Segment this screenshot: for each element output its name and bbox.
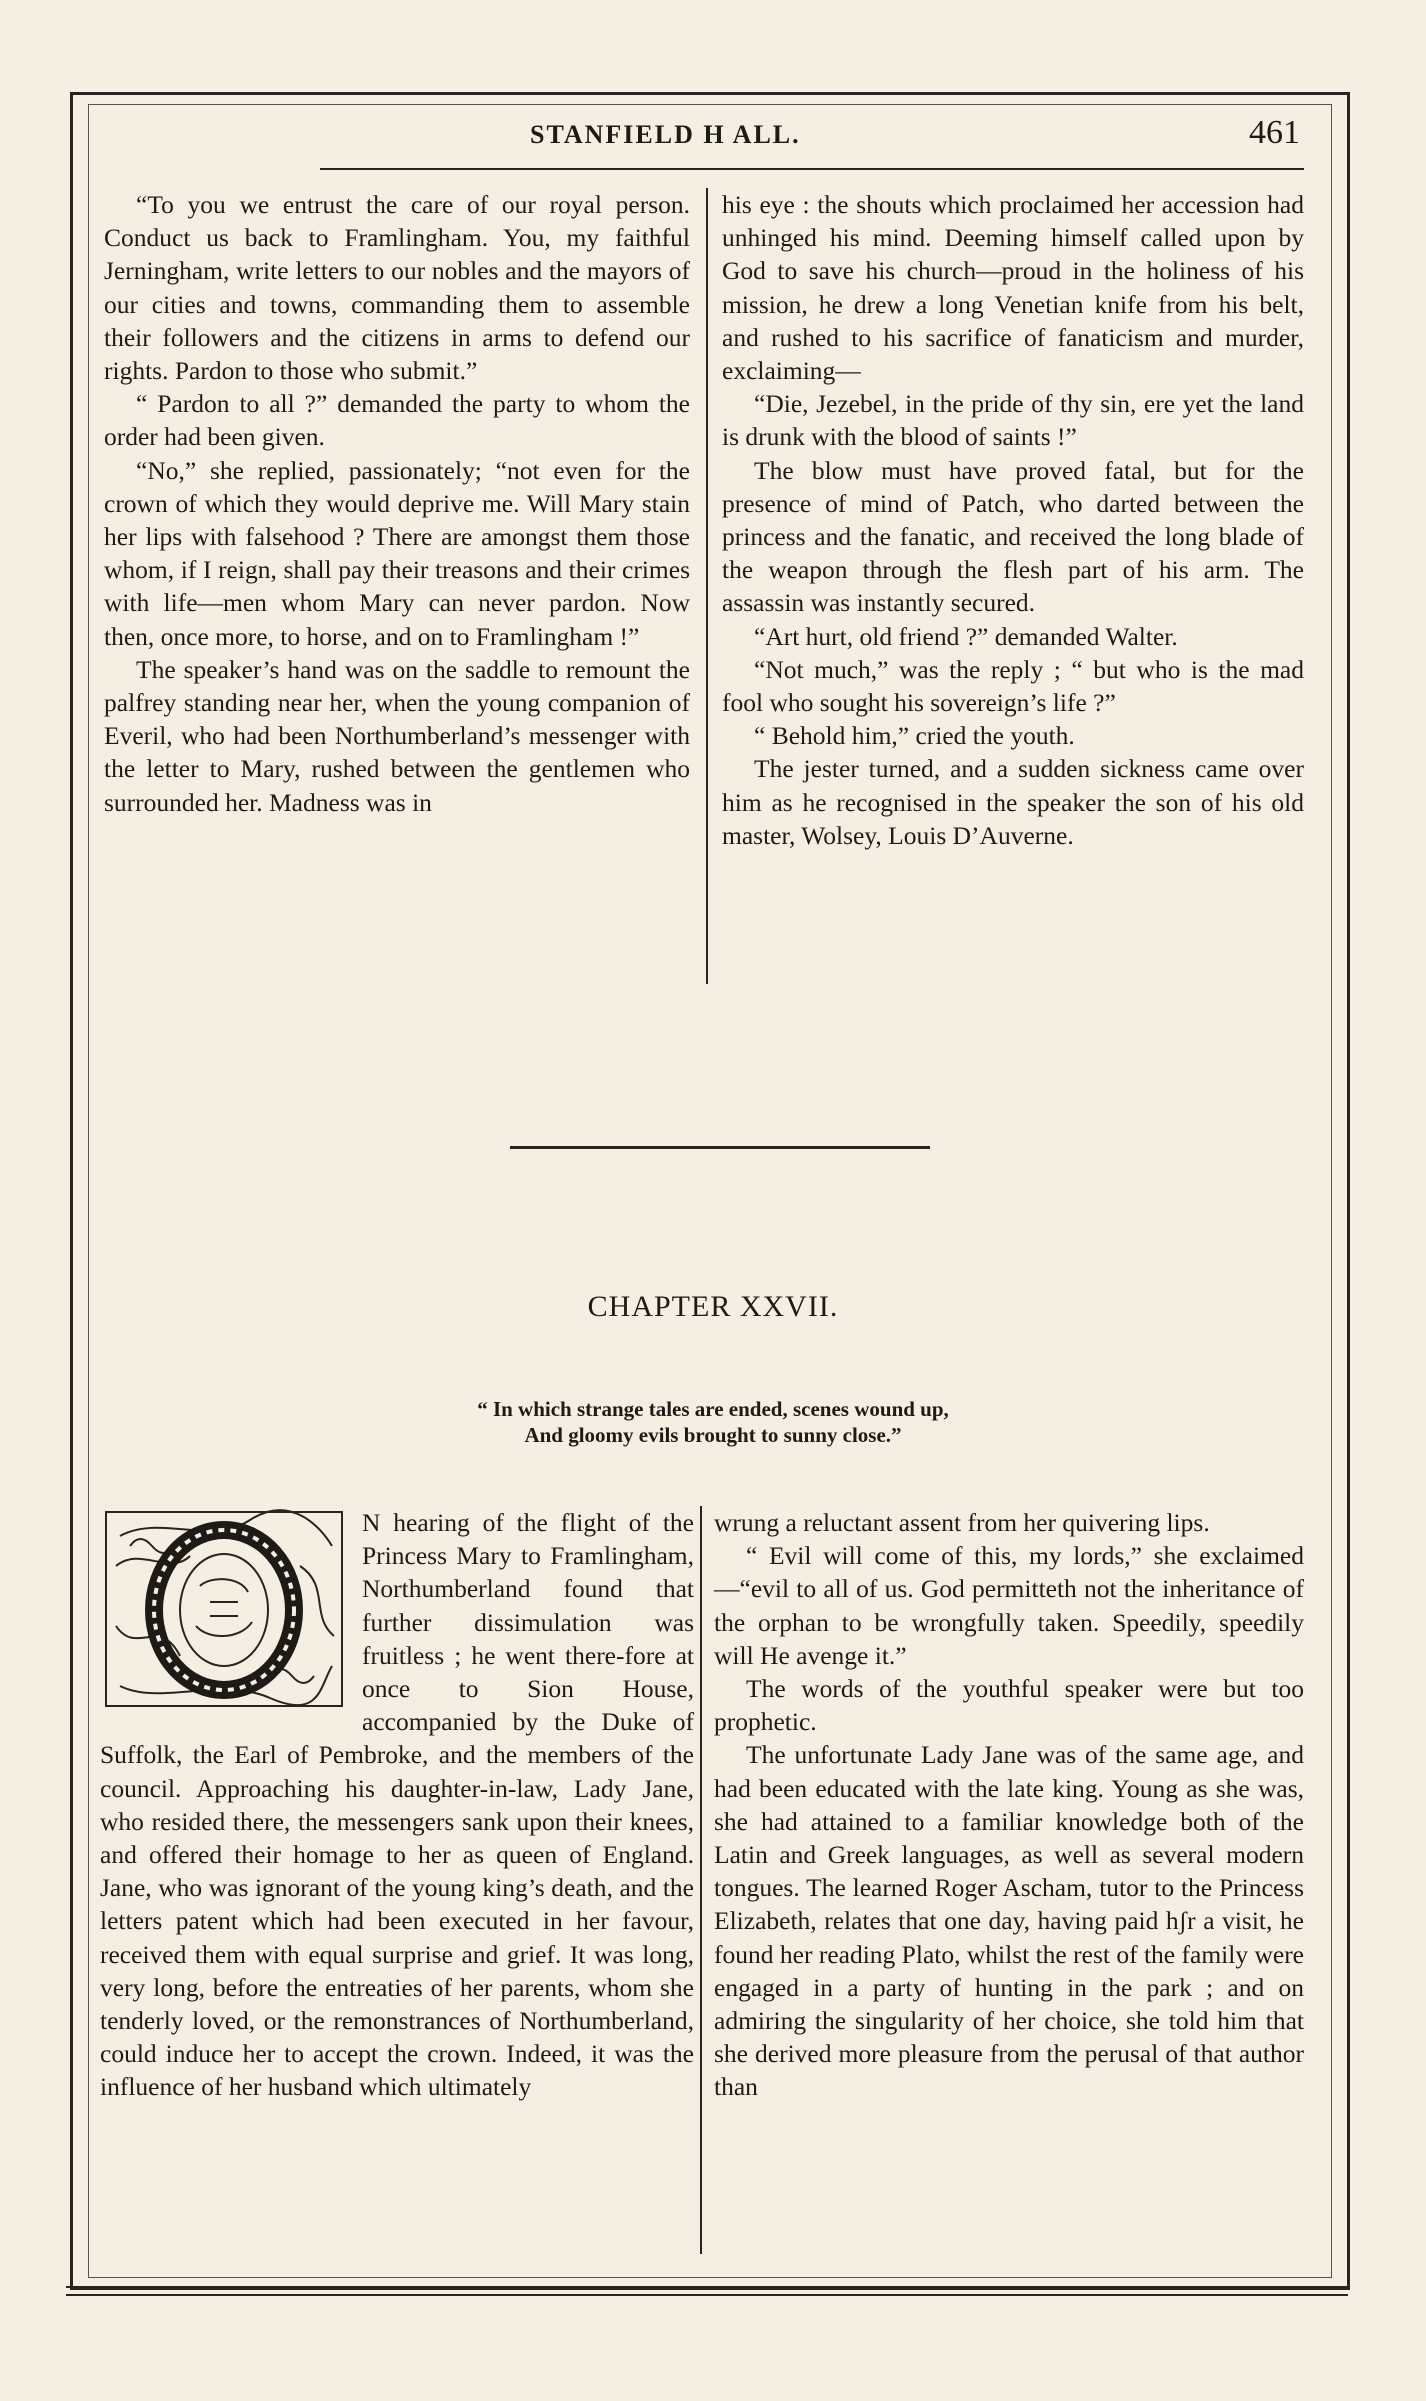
paragraph: The speaker’s hand was on the saddle to remount the palfrey standing near her, when the young companion of Everil, who had been Northumberland’s messenger with the letter to Mary, rushed between the gentlemen who surrounded her. Madness was in — [104, 654, 690, 817]
paragraph: his eye : the shouts which proclaimed her accession had unhinged his mind. Deeming himself called upon by God to save his church—proud in the holiness of his mission, he drew a long Venetian knife from his belt, and rushed to his sacrifice of fanaticism and murder, exclaiming— — [722, 190, 1304, 386]
epigraph-line: And gloomy evils brought to sunny close.” — [524, 1423, 902, 1447]
paragraph: “Not much,” was the reply ; “ but who is the mad fool who sought his sovereign’s life ?” — [722, 654, 1304, 718]
epigraph-line: “ In which strange tales are ended, scenes wound up, — [477, 1397, 949, 1421]
paragraph: “No,” she replied, passionately; “not even for the crown of which they would deprive me. Will Mary stain her lips with falsehood ? There are amongst them those whom, if I reign, shall pay their treasons and their crimes with life—men whom Mary can never pardon. Now then, once more, to horse, and on to Framlingham !” — [104, 455, 690, 651]
paragraph: “ Behold him,” cried the youth. — [754, 721, 1075, 751]
column-left-bottom — [100, 1506, 694, 2104]
paragraph: wrung a reluctant assent from her quivering lips. — [714, 1508, 1210, 1537]
header-rule — [320, 168, 1304, 170]
paragraph: “Art hurt, old friend ?” demanded Walter. — [754, 621, 1178, 651]
paragraph: N hearing of the flight of the Princess Mary to Framlingham, Northumberland found that further dissimulation was fruitless ; he went there-fore at once to Sion House, accompanied by the Duke of Suffolk, the Earl of Pembroke, and the members of the council. Approaching his daughter-in-law, Lady Jane, who resided there, the messengers sank upon their knees, and offered their homage to her as queen of England. Jane, who was ignorant of the young king’s death, and the letters patent which had been executed in her favour, received them with equal surprise and grief. It was long, very long, before the entreaties of her parents, whom she tenderly loved, or the remonstrances of Northumberland, could induce her to accept the crown. Indeed, it was the influence of her husband which ultimately — [100, 1508, 694, 2102]
running-title: STANFIELD H ALL. — [530, 120, 801, 149]
paragraph: The words of the youthful speaker were but too prophetic. — [714, 1674, 1304, 1737]
paragraph: The blow must have proved fatal, but for the presence of mind of Patch, who darted between the princess and the fanatic, and received the long blade of the weapon through the flesh part of his arm. The assassin was instantly secured. — [722, 455, 1304, 618]
column-left-top — [104, 188, 690, 819]
paragraph: “ Evil will come of this, my lords,” she exclaimed—“evil to all of us. God permitteth not the inheritance of the orphan to be wrongfully taken. Speedily, speedily will He avenge it.” — [714, 1541, 1304, 1670]
decorated-initial — [100, 1506, 348, 1712]
column-divider-top — [706, 188, 708, 984]
section-divider-rule — [510, 1146, 930, 1149]
page-header — [320, 114, 1300, 160]
paragraph: The jester turned, and a sudden sickness came over him as he recognised in the speaker the son of his old master, Wolsey, Louis D’Auverne. — [722, 754, 1304, 850]
ornate-initial-o-icon — [100, 1506, 348, 1712]
column-divider-bottom — [700, 1506, 702, 2254]
paragraph: “To you we entrust the care of our royal person. Conduct us back to Framlingham. You, my faithful Jerningham, write letters to our nobles and the mayors of our cities and towns, commanding them to assemble their followers and the citizens in arms to defend our rights. Pardon to those who submit.” — [104, 190, 690, 386]
bottom-rule — [66, 2286, 1348, 2296]
page-number: 461 — [1249, 114, 1300, 151]
column-right-bottom — [714, 1506, 1304, 2104]
chapter-title: CHAPTER XXVII. — [587, 1290, 839, 1323]
paragraph: “Die, Jezebel, in the pride of thy sin, ere yet the land is drunk with the blood of saints !” — [722, 389, 1304, 452]
paragraph: “ Pardon to all ?” demanded the party to whom the order had been given. — [104, 389, 690, 452]
chapter-epigraph — [0, 1396, 1426, 1448]
paragraph: The unfortunate Lady Jane was of the same age, and had been educated with the late king. Young as she was, she had attained to a familiar knowledge both of the Latin and Greek languages, as well as several modern tongues. The learned Roger Ascham, tutor to the Princess Elizabeth, relates that one day, having paid hʃr a visit, he found her reading Plato, whilst the rest of the family were engaged in a party of hunting in the park ; and on admiring the singularity of her choice, she told him that she derived more pleasure from the perusal of that author than — [714, 1740, 1304, 2102]
column-right-top — [722, 188, 1304, 852]
